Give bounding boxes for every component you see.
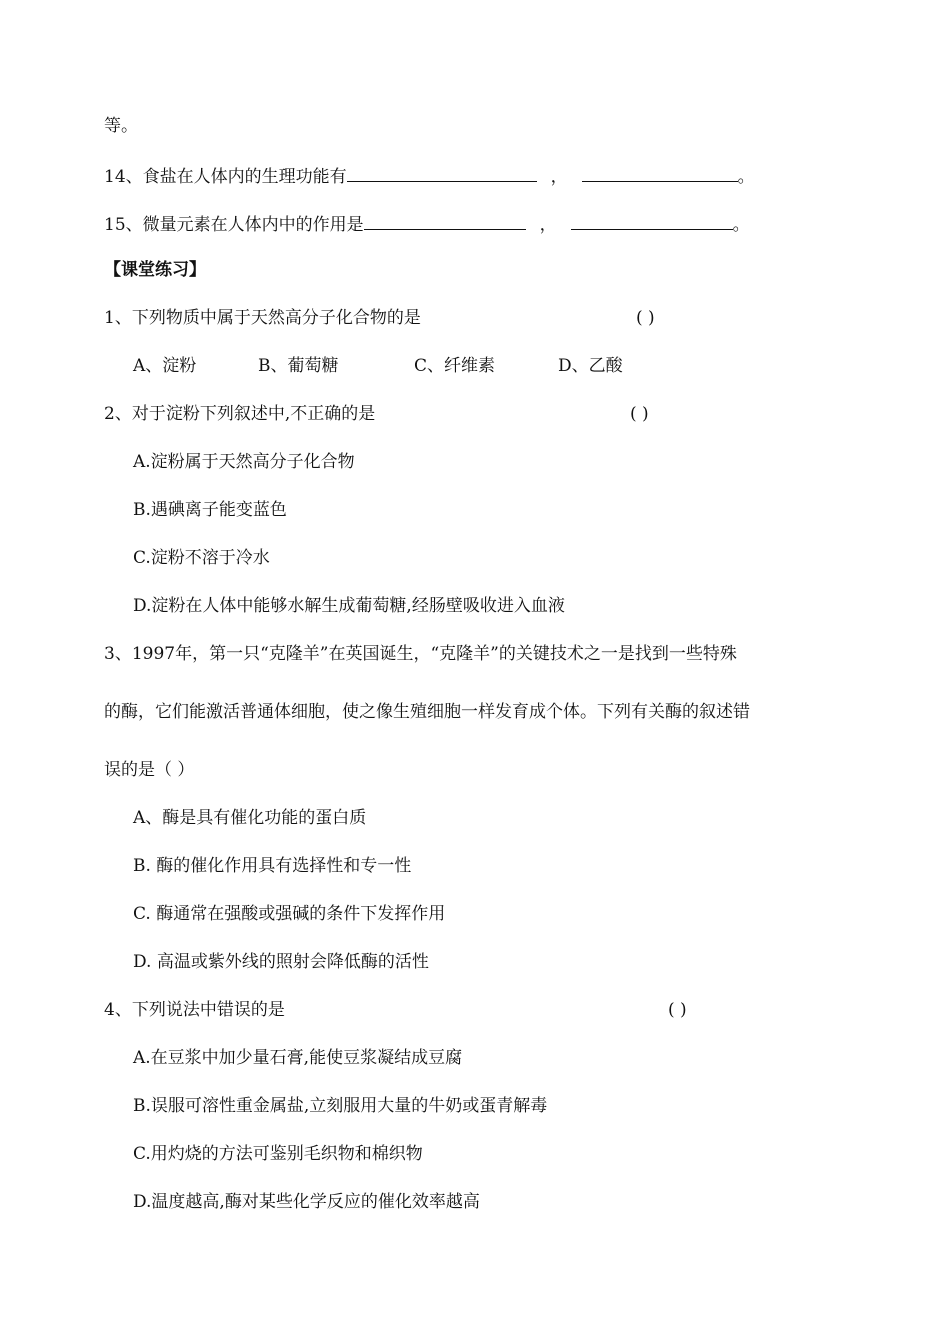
- option-b: B.误服可溶性重金属盐,立刻服用大量的牛奶或蛋青解毒: [133, 1096, 548, 1116]
- separator: ，: [550, 167, 568, 187]
- continuation-text: 等。: [104, 116, 138, 136]
- answer-blank[interactable]: [347, 163, 537, 182]
- option-d: D.淀粉在人体中能够水解生成葡萄糖,经肠壁吸收进入血液: [133, 596, 565, 616]
- question-3-line-1: 3、1997年，第一只“克隆羊”在英国诞生，“克隆羊”的关键技术之一是找到一些特殊: [104, 644, 737, 664]
- separator: ，: [539, 215, 557, 235]
- answer-blank[interactable]: [582, 163, 738, 182]
- question-3-line-3: 误的是（ ）: [104, 760, 195, 780]
- question-14-text: 14、食盐在人体内的生理功能有: [104, 167, 347, 187]
- option-a: A、酶是具有催化功能的蛋白质: [133, 808, 367, 828]
- answer-blank[interactable]: [364, 211, 526, 230]
- option-a: A、淀粉: [133, 356, 197, 376]
- option-c: C. 酶通常在强酸或强碱的条件下发挥作用: [133, 904, 446, 924]
- question-14: [104, 163, 755, 189]
- question-3-line-2: 的酶，它们能激活普通体细胞，使之像生殖细胞一样发育成个体。下列有关酶的叙述错: [104, 702, 750, 722]
- option-b: B. 酶的催化作用具有选择性和专一性: [133, 856, 412, 876]
- option-c: C、纤维素: [414, 356, 496, 376]
- answer-paren[interactable]: ( ): [668, 1000, 687, 1020]
- answer-blank[interactable]: [571, 211, 733, 230]
- question-1: 1、下列物质中属于天然高分子化合物的是: [104, 308, 421, 328]
- question-2: 2、对于淀粉下列叙述中,不正确的是: [104, 404, 376, 424]
- option-c: C.用灼烧的方法可鉴别毛织物和棉织物: [133, 1144, 423, 1164]
- question-15-text: 15、微量元素在人体内中的作用是: [104, 215, 364, 235]
- period: 。: [732, 215, 750, 235]
- answer-paren[interactable]: ( ): [636, 308, 655, 328]
- option-c: C.淀粉不溶于冷水: [133, 548, 270, 568]
- section-heading: 【课堂练习】: [104, 260, 206, 280]
- option-d: D. 高温或紫外线的照射会降低酶的活性: [133, 952, 429, 972]
- period: 。: [737, 167, 755, 187]
- option-d: D.温度越高,酶对某些化学反应的催化效率越高: [133, 1192, 480, 1212]
- option-a: A.淀粉属于天然高分子化合物: [133, 452, 355, 472]
- option-b: B、葡萄糖: [258, 356, 339, 376]
- answer-paren[interactable]: ( ): [630, 404, 649, 424]
- option-b: B.遇碘离子能变蓝色: [133, 500, 287, 520]
- question-15: [104, 211, 750, 237]
- option-d: D、乙酸: [558, 356, 623, 376]
- question-4: 4、下列说法中错误的是: [104, 1000, 285, 1020]
- option-a: A.在豆浆中加少量石膏,能使豆浆凝结成豆腐: [133, 1048, 463, 1068]
